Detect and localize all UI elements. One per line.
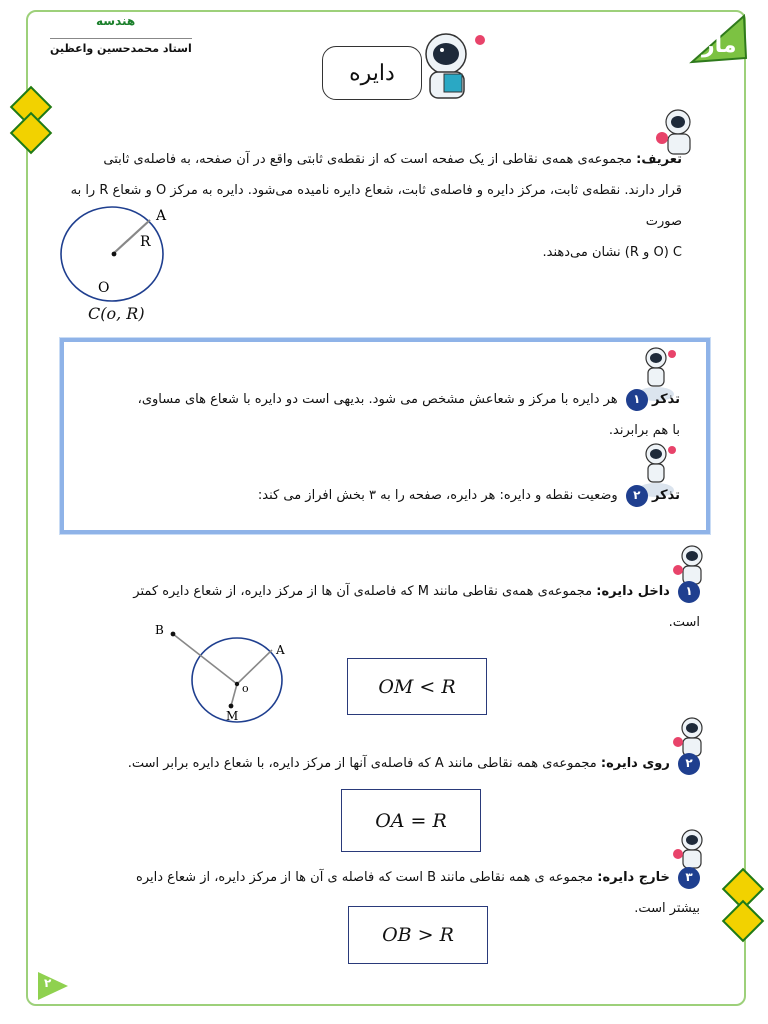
case-2-number: ۲ bbox=[678, 753, 700, 775]
point-m-label: M bbox=[226, 709, 239, 723]
reminder-1-label: تذکر bbox=[651, 392, 680, 407]
decorative-diamonds-right bbox=[722, 866, 768, 946]
point-b-label: B bbox=[155, 623, 164, 637]
radius-r-label: R bbox=[140, 234, 151, 250]
point-a-label: A bbox=[276, 643, 285, 657]
case-1-label: داخل دایره: bbox=[596, 584, 670, 599]
center-o-label: O bbox=[98, 280, 110, 296]
definition-line-1 bbox=[50, 144, 682, 175]
reminder-2-number: ۲ bbox=[626, 485, 648, 507]
reminder-2-label: تذکر bbox=[651, 488, 680, 503]
svg-text:ماز: ماز bbox=[702, 33, 737, 58]
definition-line-2: قرار دارند. نقطه‌ی ثابت، مرکز دایره و فاصله‌ی ثابت، شعاع دایره نامیده می‌شود. دایره به مرکز O و شعاع R را به صورت bbox=[70, 183, 682, 229]
point-m bbox=[229, 704, 234, 709]
reminder-1-text: هر دایره با مرکز و شعاعش مشخص می شود. بدیهی است دو دایره با شعاع های مساوی، bbox=[137, 392, 618, 407]
formula-outside: OB > R bbox=[348, 906, 488, 964]
brand-logo bbox=[688, 12, 748, 68]
page-title: دایره bbox=[322, 46, 422, 100]
case-1-number: ۱ bbox=[678, 581, 700, 603]
page-number: ۲ bbox=[44, 976, 52, 990]
case-2-text: مجموعه‌ی همه نقاطی مانند A که فاصله‌ی آنها از مرکز دایره، با شعاع دایره برابر است. bbox=[127, 756, 597, 771]
case-2-label: روی دایره: bbox=[600, 756, 670, 771]
segment-om bbox=[231, 684, 237, 706]
subject-label: هندسه bbox=[96, 14, 136, 28]
reminder-1 bbox=[80, 384, 680, 446]
case-1-text: مجموعه‌ی همه‌ی نقاطی مانند M که فاصله‌ی آن ها از مرکز دایره، از شعاع دایره کمتر bbox=[133, 584, 593, 599]
page-number-tab bbox=[38, 972, 68, 1000]
definition-line-3: C (O و R) نشان می‌دهند. bbox=[542, 245, 682, 260]
case-3-text: مجموعه ی همه نقاطی مانند B است که فاصله ی آن ها از مرکز دایره، از شعاع دایره bbox=[136, 870, 594, 885]
definition-label: تعریف: bbox=[636, 152, 682, 167]
formula-inside: OM < R bbox=[347, 658, 487, 715]
reminder-2 bbox=[80, 480, 680, 511]
case-on bbox=[60, 748, 700, 779]
reminder-1-text-2: با هم برابرند. bbox=[608, 423, 680, 438]
center-point bbox=[235, 682, 239, 686]
astronaut-reading-icon bbox=[412, 26, 488, 106]
decorative-diamonds-left bbox=[6, 88, 56, 148]
definition-text-1: مجموعه‌ی همه‌ی نقاطی از یک صفحه است که از نقطه‌ی ثابتی واقع در آن صفحه، به فاصله‌ی ثابتی bbox=[103, 152, 632, 167]
teacher-name: استاد محمدحسین واعظین bbox=[50, 38, 192, 55]
point-a-label: A bbox=[156, 208, 167, 224]
reminder-1-number: ۱ bbox=[626, 389, 648, 411]
segment-ob bbox=[173, 634, 237, 684]
circle-figure-2 bbox=[150, 620, 300, 730]
case-3-label: خارج دایره: bbox=[597, 870, 670, 885]
segment-oa bbox=[237, 650, 272, 684]
center-point bbox=[112, 252, 117, 257]
case-3-text-2: بیشتر است. bbox=[634, 901, 700, 916]
center-o-label: o bbox=[242, 682, 249, 695]
case-1-text-2: است. bbox=[668, 615, 700, 630]
circle-notation-caption: C(o, R) bbox=[88, 304, 145, 323]
point-b bbox=[171, 632, 176, 637]
reminder-2-text: وضعیت نقطه و دایره: هر دایره، صفحه را به ۳ بخش افراز می کند: bbox=[257, 488, 618, 503]
case-3-number: ۳ bbox=[678, 867, 700, 889]
formula-on: OA = R bbox=[341, 789, 481, 852]
